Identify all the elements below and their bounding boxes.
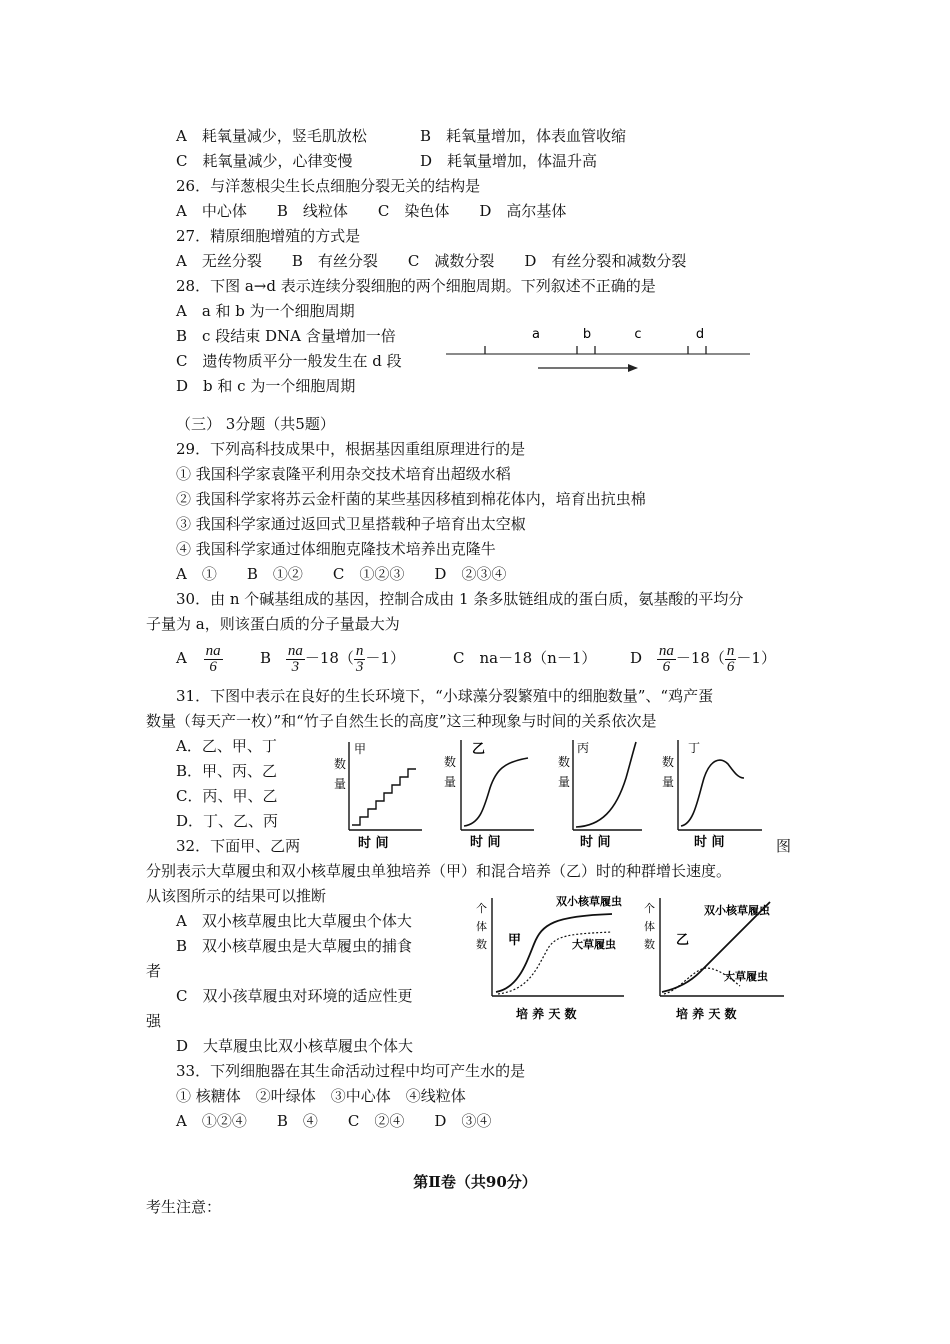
fraction <box>657 644 676 675</box>
x-axis-label: 时 间 <box>358 836 389 851</box>
y-axis-label: 量 <box>662 775 675 789</box>
q26-stem: 26．与洋葱根尖生长点细胞分裂无关的结构是 <box>176 177 481 195</box>
q30-option-d <box>630 638 776 678</box>
graph-bing <box>556 738 646 848</box>
series-label-big: 大草履虫 <box>724 970 768 983</box>
denominator: 6 <box>662 658 671 675</box>
y-axis-label: 数 <box>644 938 655 951</box>
q31-option-d: D．丁、乙、丙 <box>176 812 279 830</box>
q29-stem: 29．下列高科技成果中，根据基因重组原理进行的是 <box>176 440 526 458</box>
q30-stem-line1: 30．由 n 个碱基组成的基因，控制合成由 1 条多肽链组成的蛋白质，氨基酸的平均分 <box>176 590 744 608</box>
q27-stem: 27．精原细胞增殖的方式是 <box>176 227 361 245</box>
denominator: 3 <box>355 658 364 675</box>
y-axis-label: 个 <box>476 902 487 915</box>
q29-item-4: ④ 我国科学家通过体细胞克隆技术培养出克隆牛 <box>176 540 496 558</box>
numerator: n <box>355 642 364 659</box>
q32-option-d: D 大草履虫比双小核草履虫个体大 <box>176 1037 414 1055</box>
y-axis-label: 体 <box>476 920 487 933</box>
graph-ding <box>660 738 765 848</box>
fraction <box>354 644 366 675</box>
q28-option-a: A a 和 b 为一个细胞周期 <box>176 302 355 320</box>
q25-option-c: C 耗氧量减少，心律变慢 <box>176 152 353 170</box>
q31-option-c: C．丙、甲、乙 <box>176 787 278 805</box>
q28-option-c: C 遗传物质平分一般发生在 d 段 <box>176 352 402 370</box>
q30-option-a-label: A <box>176 649 187 667</box>
graph-label-yi: 乙 <box>472 742 486 757</box>
q32-option-b-line2: 者 <box>146 962 162 980</box>
q25-option-d: D 耗氧量增加，体温升高 <box>420 152 598 170</box>
q30-option-b <box>260 638 405 678</box>
diagram-label-c: c <box>634 327 642 342</box>
q33-options: A ①②④ B ④ C ②④ D ③④ <box>176 1112 492 1130</box>
fraction <box>286 644 305 675</box>
part-2-title: 第Ⅱ卷（共90分） <box>413 1173 537 1191</box>
denominator: 6 <box>209 658 217 675</box>
diagram-label-d: d <box>695 327 705 342</box>
operator: －1） <box>365 649 405 667</box>
q28-option-b: B c 段结束 DNA 含量增加一倍 <box>176 327 396 345</box>
graph-separate-culture <box>472 888 632 1026</box>
x-axis-label: 时 间 <box>694 835 725 850</box>
q25-option-b: B 耗氧量增加，体表血管收缩 <box>420 127 627 145</box>
q30-stem-line2: 子量为 a，则该蛋白质的分子量最大为 <box>146 615 400 633</box>
y-axis-label: 个 <box>644 902 655 915</box>
y-axis-label: 量 <box>444 775 457 789</box>
denominator: 3 <box>291 658 300 675</box>
graph-jia <box>332 740 427 850</box>
q26-options: A 中心体 B 线粒体 C 染色体 D 高尔基体 <box>176 202 567 220</box>
q25-option-a: A 耗氧量减少，竖毛肌放松 <box>176 127 367 145</box>
curve-double-nucleus <box>496 914 612 992</box>
y-axis-label: 数 <box>476 938 487 951</box>
q30-option-c: C na－18（n－1） <box>453 649 597 667</box>
q28-stem: 28．下图 a→d 表示连续分裂细胞的两个细胞周期。下列叙述不正确的是 <box>176 277 656 295</box>
graph-label-bing: 丙 <box>577 741 590 755</box>
staircase-curve <box>352 769 416 825</box>
numerator: na <box>287 642 303 659</box>
operator: －18（ <box>675 649 725 667</box>
series-label-double: 双小核草履虫 <box>704 904 770 917</box>
numerator: n <box>726 642 735 659</box>
q32-option-a: A 双小核草履虫比大草履虫个体大 <box>176 912 412 930</box>
q31-option-b: B．甲、丙、乙 <box>176 762 278 780</box>
q31-stem-line1: 31．下图中表示在良好的生长环境下，“小球藻分裂繁殖中的细胞数量”、“鸡产蛋 <box>176 687 714 705</box>
y-axis-label: 量 <box>334 777 347 791</box>
q27-options: A 无丝分裂 B 有丝分裂 C 减数分裂 D 有丝分裂和减数分裂 <box>176 252 687 270</box>
y-axis-label: 量 <box>558 775 571 789</box>
q32-option-c-line1: C 双小孩草履虫对环境的适应性更 <box>176 987 413 1005</box>
graph-label-yi: 乙 <box>676 933 690 948</box>
q30-option-a <box>176 638 223 678</box>
part-2-notice: 考生注意： <box>146 1198 222 1216</box>
cell-cycle-diagram <box>440 318 760 378</box>
diagram-label-b: b <box>582 327 592 342</box>
q32-option-b-line1: B 双小核草履虫是大草履虫的捕食 <box>176 937 413 955</box>
q33-stem: 33．下列细胞器在其生命活动过程中均可产生水的是 <box>176 1062 526 1080</box>
operator: －18（ <box>304 649 354 667</box>
q30-option-d-label: D <box>630 649 643 667</box>
y-axis-label: 数 <box>558 755 571 769</box>
denominator: 6 <box>726 658 735 675</box>
graph-label-ding: 丁 <box>688 741 701 755</box>
y-axis-label: 数 <box>334 757 347 771</box>
y-axis-label: 数 <box>662 755 675 769</box>
fraction <box>725 644 737 675</box>
q29-item-3: ③ 我国科学家通过返回式卫星搭载种子培育出太空椒 <box>176 515 526 533</box>
q32-option-c-line2: 强 <box>146 1012 162 1030</box>
graph-label-jia: 甲 <box>354 742 367 756</box>
x-axis-label: 时 间 <box>580 835 611 850</box>
s-curve <box>464 758 528 826</box>
series-label-double: 双小核草履虫 <box>556 895 622 908</box>
graph-label-jia: 甲 <box>508 933 522 948</box>
numerator: na <box>658 642 674 659</box>
x-axis-label: 时 间 <box>470 835 501 850</box>
q32-stem-line2: 分别表示大草履虫和双小核草履虫单独培养（甲）和混合培养（乙）时的种群增长速度。 <box>146 862 732 880</box>
numerator: na <box>205 642 221 659</box>
rise-fall-curve <box>681 760 744 826</box>
x-axis-label: 培 养 天 数 <box>516 1007 577 1021</box>
q29-item-1: ① 我国科学家袁隆平利用杂交技术培育出超级水稻 <box>176 465 511 483</box>
x-axis-label: 培 养 天 数 <box>676 1007 737 1021</box>
section-3-heading: （三） 3分题（共5题） <box>176 415 335 433</box>
q29-options: A ① B ①② C ①②③ D ②③④ <box>176 565 507 583</box>
q32-stem-line1-tail: 图 <box>776 837 792 855</box>
graph-mixed-culture <box>640 888 790 1026</box>
q31-option-a: A．乙、甲、丁 <box>176 737 277 755</box>
q32-stem-line3: 从该图所示的结果可以推断 <box>146 887 327 905</box>
q32-stem-line1: 32．下面甲、乙两 <box>176 837 301 855</box>
series-label-big: 大草履虫 <box>572 938 616 951</box>
y-axis-label: 数 <box>444 755 457 769</box>
operator: －1） <box>736 649 776 667</box>
y-axis-label: 体 <box>644 920 655 933</box>
q29-item-2: ② 我国科学家将苏云金杆菌的某些基因移植到棉花体内，培育出抗虫棉 <box>176 490 646 508</box>
q28-option-d: D b 和 c 为一个细胞周期 <box>176 377 356 395</box>
graph-yi <box>442 738 537 848</box>
fraction <box>204 644 223 675</box>
q31-stem-line2: 数量（每天产一枚）”和“竹子自然生长的高度”这三种现象与时间的关系依次是 <box>146 712 657 730</box>
q30-option-b-label: B <box>260 649 272 667</box>
diagram-label-a: a <box>532 327 540 342</box>
q33-items: ① 核糖体 ②叶绿体 ③中心体 ④线粒体 <box>176 1087 466 1105</box>
